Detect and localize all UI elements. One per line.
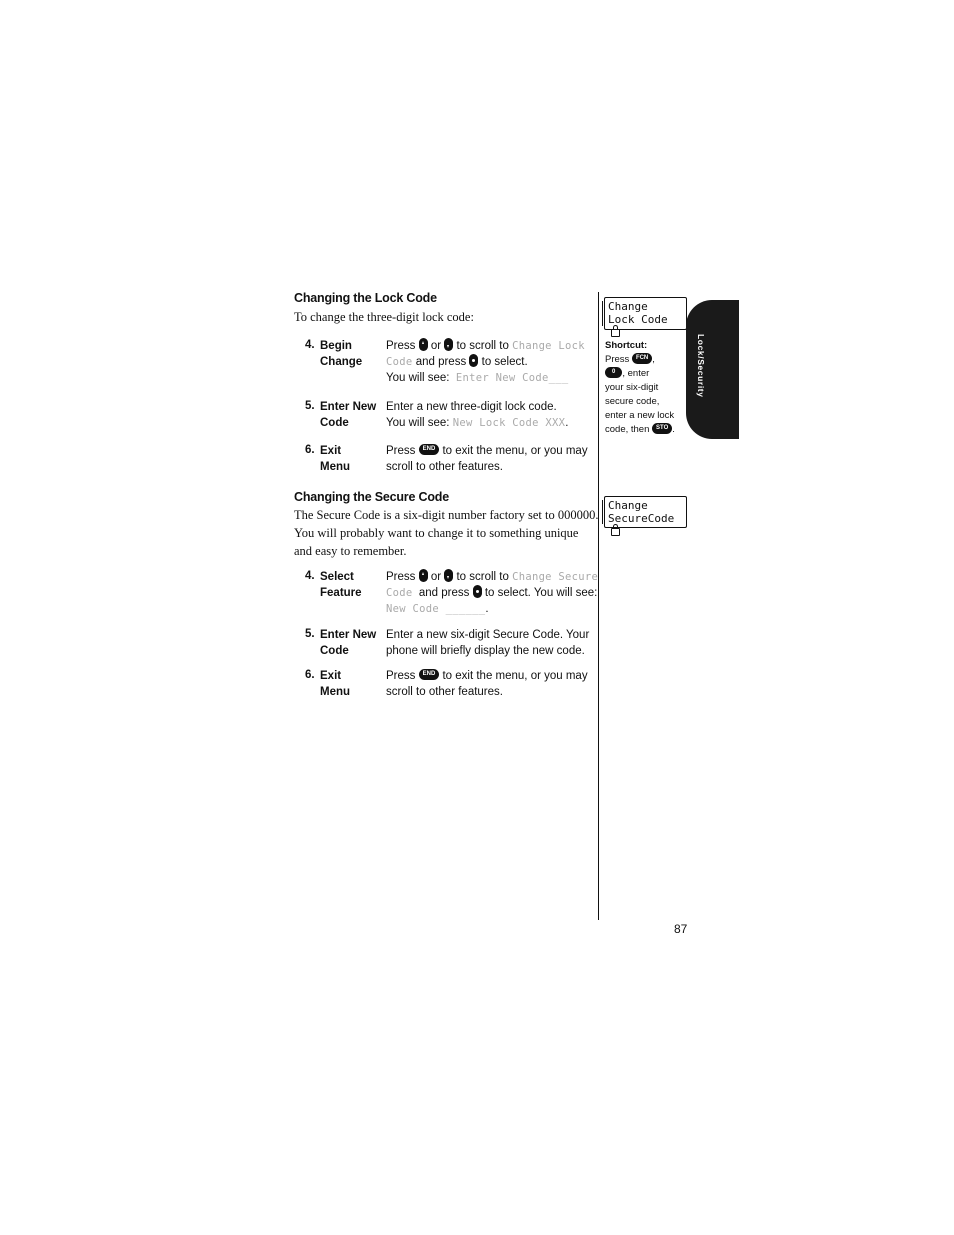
down-arrow-button-icon — [444, 338, 453, 351]
step-title-line: Enter New — [320, 629, 377, 641]
lcd-text: Change Lock — [512, 340, 585, 352]
step-title-line: Begin — [320, 340, 352, 352]
lcd-text: New Code ______ — [386, 603, 486, 615]
up-arrow-button-icon — [419, 338, 428, 351]
select-button-icon — [469, 354, 478, 367]
screen-line: Change — [608, 300, 648, 313]
step-body: Press END to exit the menu, or you may scroll to other features. — [386, 445, 588, 473]
step-title-line: Enter New — [320, 401, 377, 413]
down-arrow-button-icon — [444, 569, 453, 582]
lock-icon — [611, 528, 620, 536]
step-title-line: Exit — [320, 445, 342, 457]
sto-button-icon: STO — [652, 423, 672, 434]
lcd-text: New Lock Code XXX — [452, 417, 566, 429]
step-title-line: Menu — [320, 461, 351, 473]
step-number: 4. — [305, 570, 315, 582]
step-title-line: Change — [320, 356, 363, 368]
section-intro-lock-code: To change the three-digit lock code: — [294, 310, 474, 324]
step-number: 5. — [305, 628, 315, 640]
section-heading-secure-code: Changing the Secure Code — [294, 490, 449, 504]
step-body: Press or to scroll to Change Lock Code and press to select. You will see: Enter New Code___ — [386, 340, 585, 384]
section-heading-lock-code: Changing the Lock Code — [294, 291, 437, 305]
step-title — [320, 627, 376, 659]
screen-line: Lock Code — [608, 313, 668, 326]
end-button-icon: END — [419, 669, 440, 680]
zero-button-icon: 0 — [605, 367, 622, 378]
step-title — [320, 668, 350, 700]
lcd-text: Code — [386, 356, 413, 368]
end-button-icon: END — [419, 444, 440, 455]
shortcut-title: Shortcut: — [605, 340, 648, 351]
step-number: 4. — [305, 339, 315, 351]
step-number: 6. — [305, 669, 315, 681]
step-body: Enter a new three-digit lock code. You will see: New Lock Code XXX. — [386, 401, 569, 429]
lcd-text: Code — [386, 587, 413, 599]
section-tab — [686, 300, 739, 439]
step-title — [320, 443, 350, 475]
phone-screen-secure-code — [604, 496, 687, 528]
lcd-text: Change Secure — [512, 571, 599, 583]
lock-icon — [611, 329, 620, 337]
screen-line: SecureCode — [608, 512, 675, 525]
lcd-text: Enter New Code___ — [455, 372, 569, 384]
shortcut-note: Shortcut: Press FCN , 0 , enter your six-digit secure code, enter a new lock code, then STO . — [605, 340, 675, 435]
step-title — [320, 338, 362, 370]
step-title-line: Feature — [320, 587, 362, 599]
column-divider — [598, 292, 599, 920]
step-body: Press END to exit the menu, or you may scroll to other features. — [386, 670, 588, 698]
step-title-line: Menu — [320, 686, 351, 698]
step-title-line: Code — [320, 417, 349, 429]
step-number: 6. — [305, 444, 315, 456]
step-number: 5. — [305, 400, 315, 412]
fcn-button-icon: FCN — [632, 353, 652, 364]
section-intro-secure-code: The Secure Code is a six-digit number factory set to 000000. You will probably want to change it to something unique and easy to remember. — [294, 508, 599, 558]
step-title-line: Code — [320, 645, 349, 657]
step-title-line: Exit — [320, 670, 342, 682]
select-button-icon — [473, 585, 482, 598]
phone-screen-lock-code — [604, 297, 687, 330]
step-body: Enter a new six-digit Secure Code. Your phone will briefly display the new code. — [386, 629, 590, 657]
screen-line: Change — [608, 499, 648, 512]
step-title — [320, 399, 376, 431]
step-body: Press or to scroll to Change Secure Code and press to select. You will see: New Code ______. — [386, 571, 599, 615]
step-title — [320, 569, 362, 601]
up-arrow-button-icon — [419, 569, 428, 582]
page-number: 87 — [674, 922, 688, 936]
step-title-line: Select — [320, 571, 354, 583]
